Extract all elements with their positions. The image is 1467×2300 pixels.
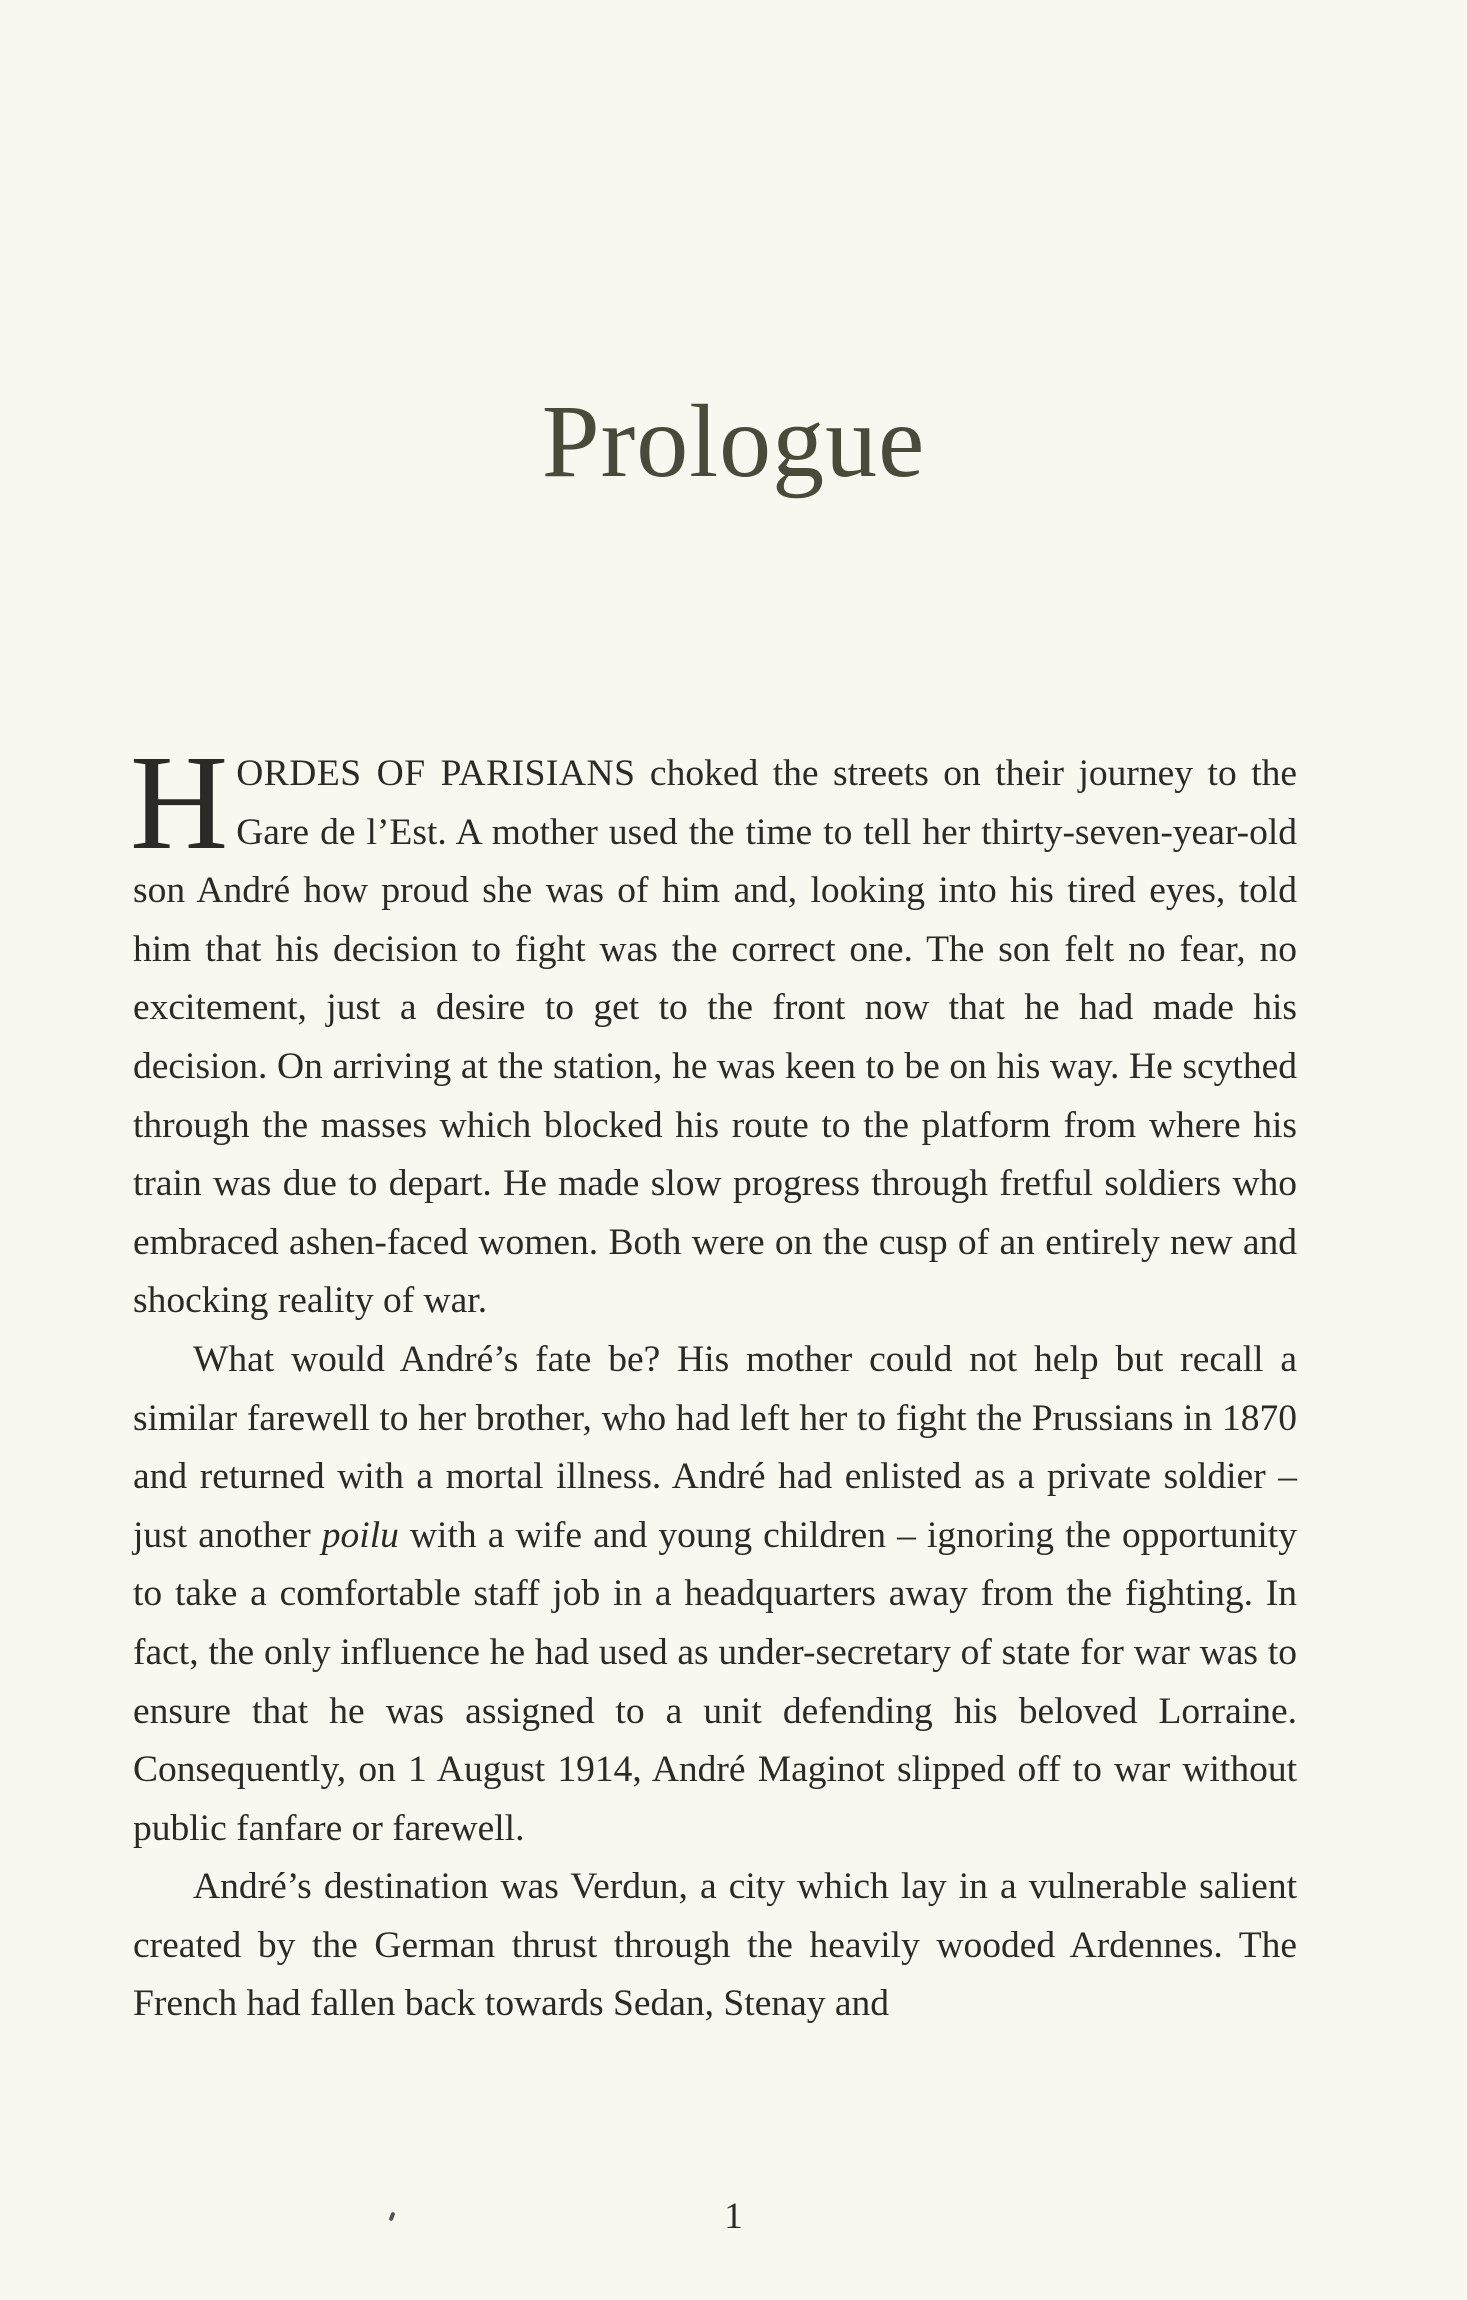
- paragraph-2-text-before: What would André’s fate be? His mother could not help but recall a similar farewell to her brother, who had left her to fight the Prussians in 1870 and returned with a mortal illness. André had enlisted as a private soldier – just another: [133, 1338, 1297, 1556]
- paragraph-2-text-after: with a wife and young children – ignoring the opportunity to take a comfortable staff job in a headquarters away from the fighting. In fact, the only influence he had used as under-secretary of state for war was to ensure that he was assigned to a unit defending his beloved Lorraine. Consequently, on 1 August 1914, André Maginot slipped off to war without public fanfare or farewell.: [133, 1514, 1297, 1849]
- paragraph-1: [130, 728, 1298, 1331]
- paragraph-3-text: André’s destination was Verdun, a city which lay in a vulnerable salient created by the German thrust through the heavily wooded Ardennes. The French had fallen back towards Sedan, Stenay and: [133, 1866, 1297, 2025]
- drop-cap: H: [130, 728, 229, 878]
- page-number: 1: [724, 2196, 743, 2237]
- paragraph-2: [133, 1331, 1297, 1858]
- paragraph-3: [133, 1858, 1297, 2034]
- chapter-title: Prologue: [541, 384, 926, 499]
- paragraph-2-italic: poilu: [321, 1514, 399, 1556]
- lead-in-caps: ORDES OF PARISIANS: [236, 753, 636, 794]
- paragraph-1-text: choked the streets on their journey to the Gare de l’Est. A mother used the time to tell her thirty-seven-year-old son André how proud she was of him and, looking into his tired eyes, told him that his decision to fight was the correct one. The son felt no fear, no excitement, just a desire to get to the front now that he had made his decision. On arriving at the station, he was keen to be on his way. He scythed through the masses which blocked his route to the platform from where his train was due to depart. He made slow progress through fretful soldiers who embraced ashen-faced women. Both were on the cusp of an entirely new and shocking reality of war.: [133, 753, 1298, 1322]
- body-text: [130, 728, 1298, 2034]
